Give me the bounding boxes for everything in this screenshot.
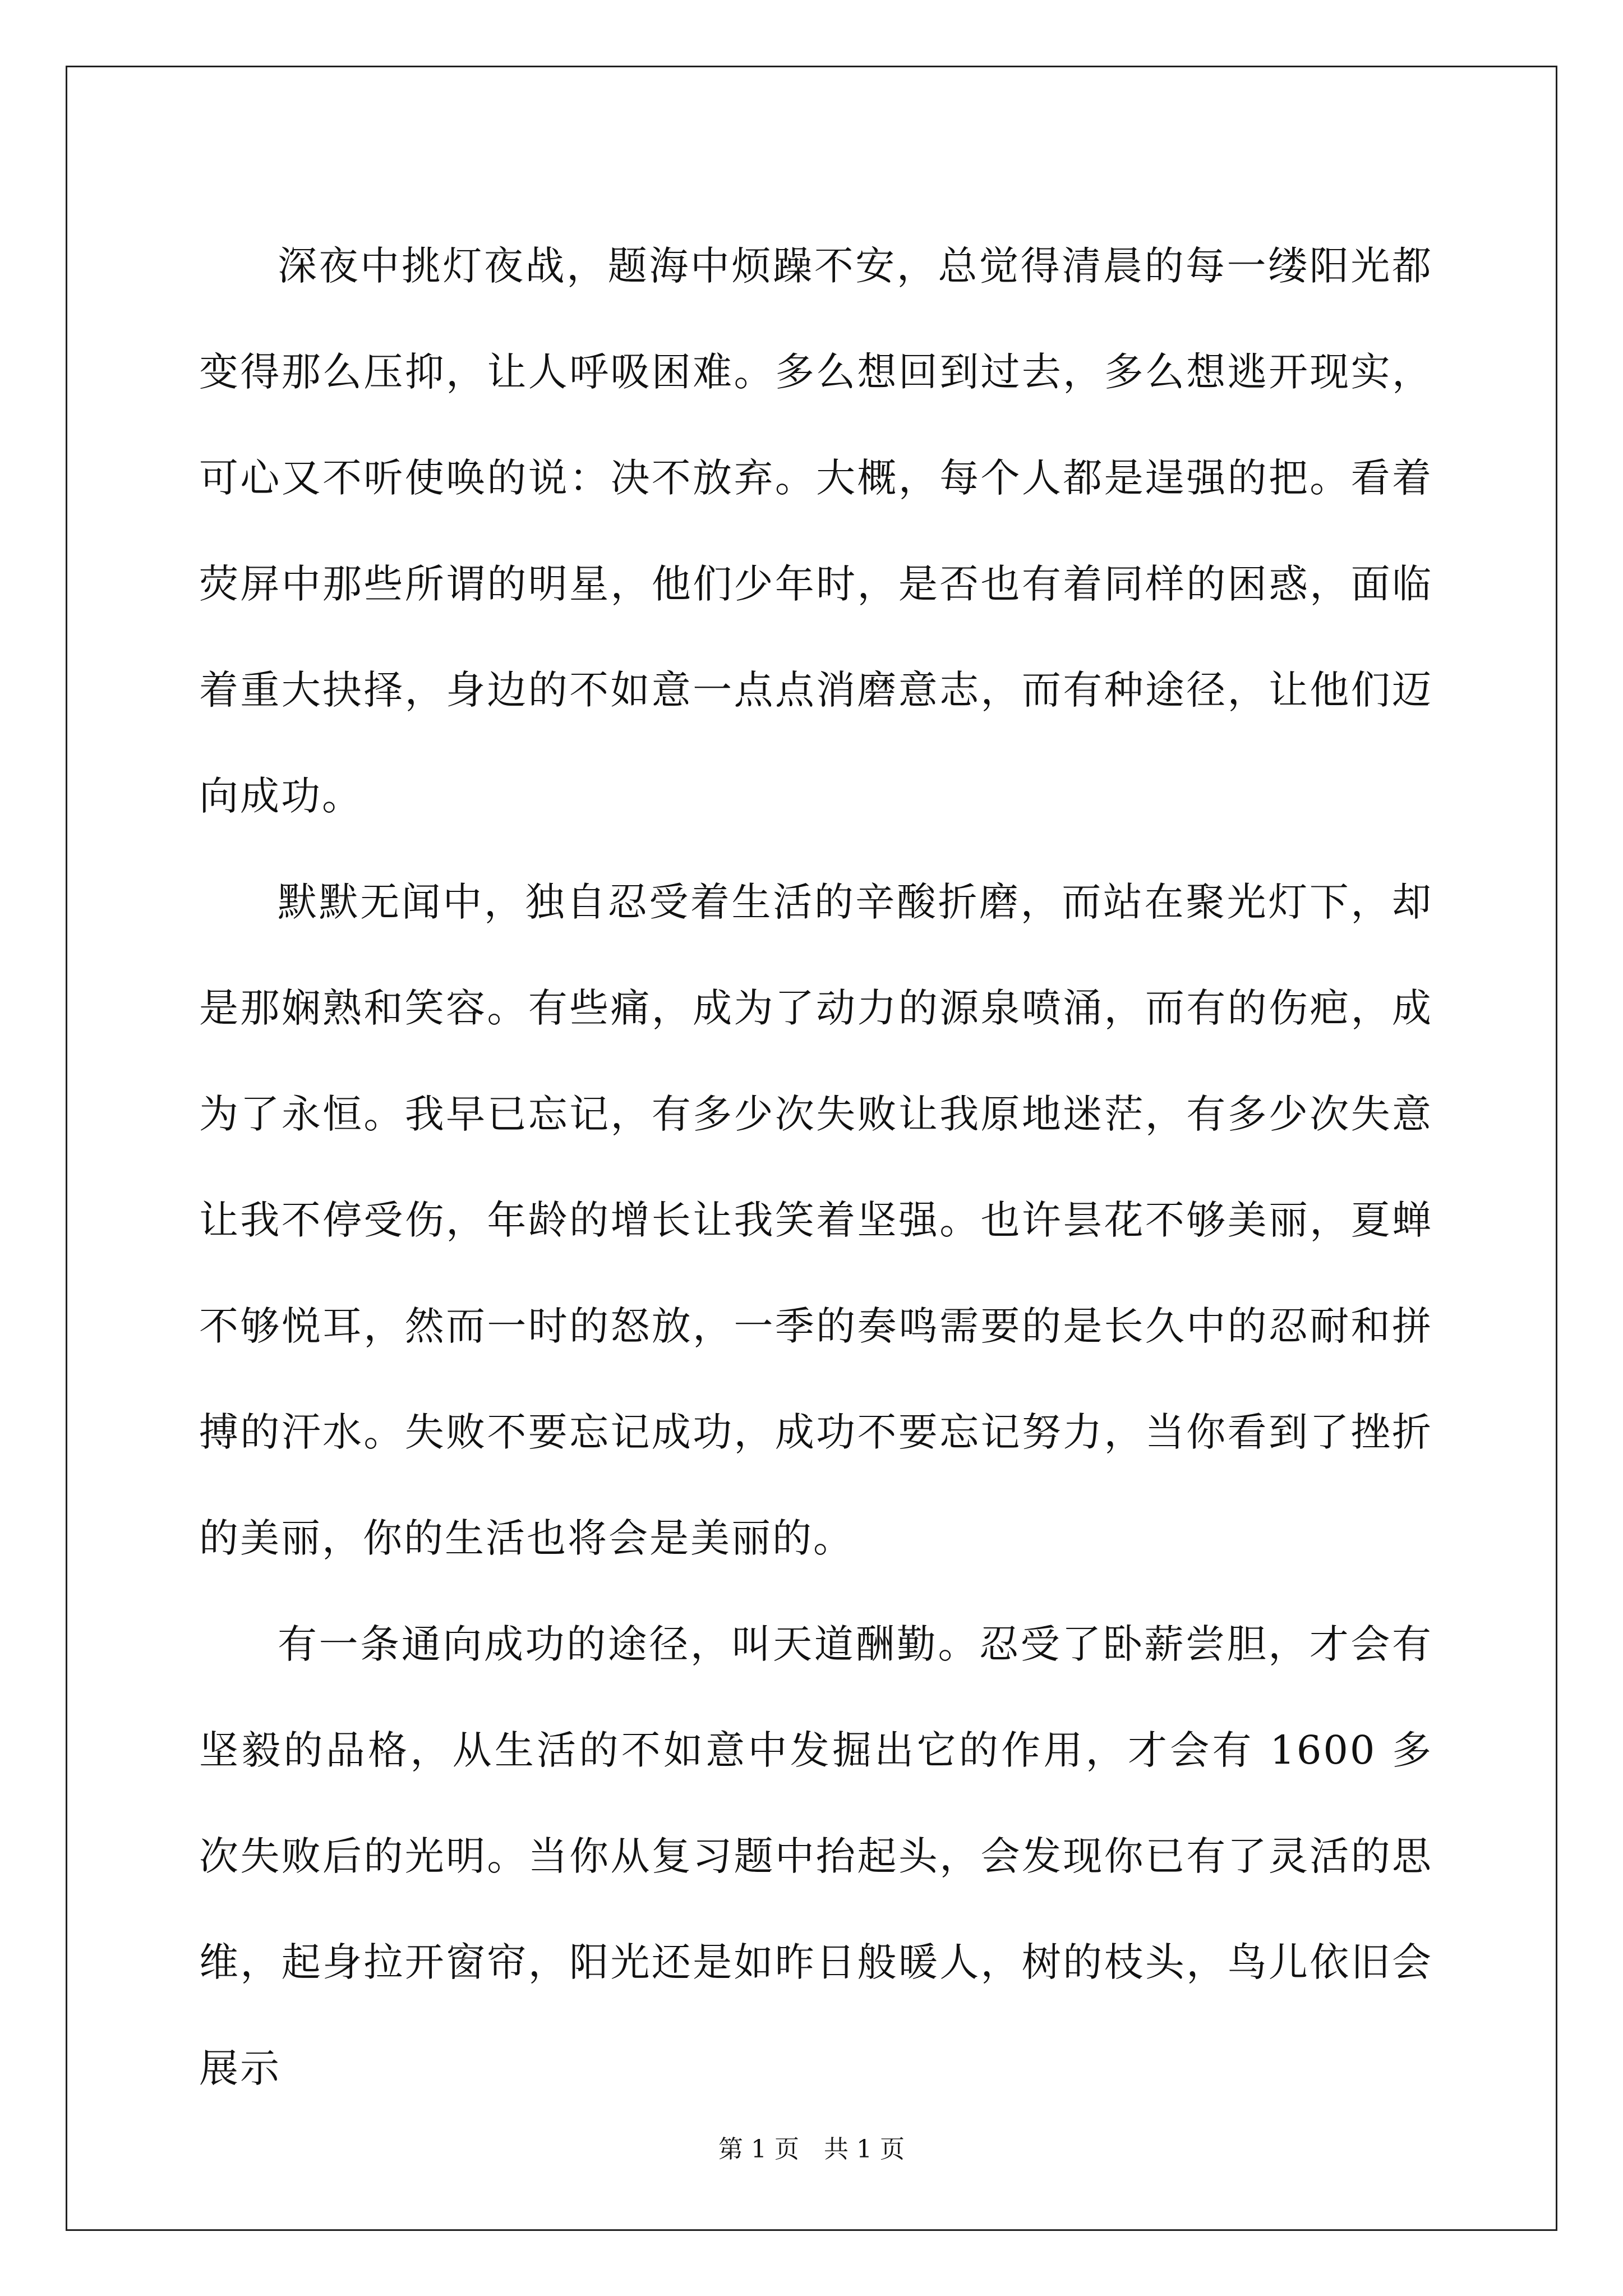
paragraph-3: 有一条通向成功的途径，叫天道酬勤。忍受了卧薪尝胆，才会有坚毅的品格，从生活的不如意中发掘出它的作用，才会有 1600 多次失败后的光明。当你从复习题中抬起头，会发现你已有了灵活的思维，起身拉开窗帘，阳光还是如昨日般暖人，树的枝头，鸟儿依旧会展示 bbox=[199, 1621, 1433, 2091]
paragraph-2: 默默无闻中，独自忍受着生活的辛酸折磨，而站在聚光灯下，却是那娴熟和笑容。有些痛，成为了动力的源泉喷涌，而有的伤疤，成为了永恒。我早已忘记，有多少次失败让我原地迷茫，有多少次失意让我不停受伤，年龄的增长让我笑着坚强。也许昙花不够美丽，夏蝉不够悦耳，然而一时的怒放，一季的奏鸣需要的是长久中的忍耐和拼搏的汗水。失败不要忘记成功，成功不要忘记努力，当你看到了挫折的美丽，你的生活也将会是美丽的。 bbox=[199, 879, 1433, 1561]
paragraph-1: 深夜中挑灯夜战，题海中烦躁不安，总觉得清晨的每一缕阳光都变得那么压抑，让人呼吸困难。多么想回到过去，多么想逃开现实，可心又不听使唤的说：决不放弃。大概，每个人都是逞强的把。看着荧屏中那些所谓的明星，他们少年时，是否也有着同样的困惑，面临着重大抉择，身边的不如意一点点消磨意志，而有种途径，让他们迈向成功。 bbox=[199, 243, 1433, 819]
page-footer: 第 1 页 共 1 页 bbox=[718, 2135, 905, 2164]
document-body bbox=[199, 213, 1433, 2122]
